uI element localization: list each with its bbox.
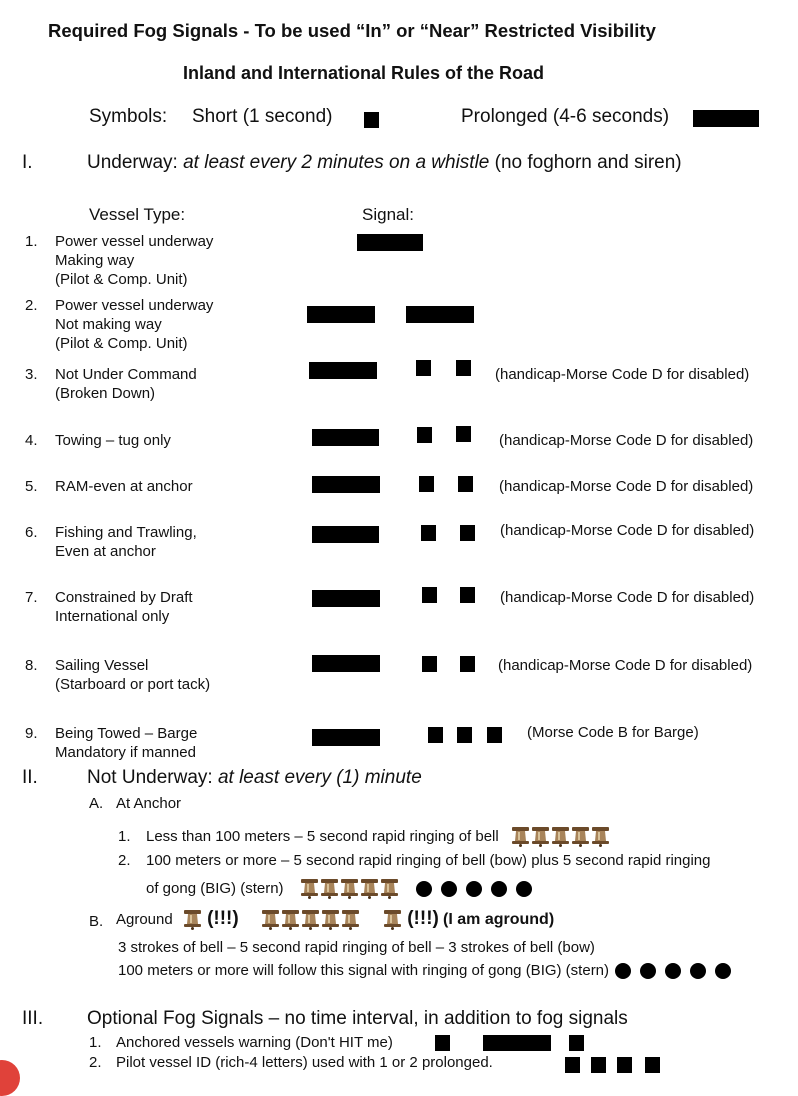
red-circle-icon [0,1060,20,1096]
short-blast [617,1057,632,1073]
anchor-rule-text: 100 meters or more – 5 second rapid ringing of bell (bow) plus 5 second rapid ringing [146,852,711,869]
section-2-title: Not Underway: [87,767,213,788]
section-2-heading [87,767,422,789]
bell-icon [511,827,530,847]
bell-icon [551,827,570,847]
item-number: 9. [25,725,38,742]
bell-icon [341,910,360,930]
short-blast [435,1035,450,1051]
gong-dot-icon [665,963,681,979]
bell-icon [571,827,590,847]
symbol-short-label: Short (1 second) [192,106,333,127]
vessel-type: Sailing Vessel (Starboard or port tack) [55,657,211,693]
gong-dot-icon [466,881,482,897]
prolonged-blast [312,729,380,746]
prolonged-blast [312,429,379,446]
section-2-interval: at least every (1) minute [217,767,422,788]
bell-icon [531,827,550,847]
page-title: Required Fog Signals - To be used “In” or “Near” Restricted Visibility [48,20,656,41]
item-number: 2. [118,852,131,869]
prolonged-blast [312,655,380,672]
item-number: 6. [25,524,38,541]
section-3-title: Optional Fog Signals – no time interval, in addition to fog signals [87,1008,628,1029]
short-blast [422,587,437,603]
aground-meaning: (I am aground) [443,911,555,928]
subsection-b-label: B. [89,913,104,930]
section-1-note: (no foghorn and siren) [494,152,682,173]
short-blast [457,727,472,743]
subsection-b-title: Aground [116,911,173,928]
subsection-a-title: At Anchor [116,795,182,812]
gong-dot-group [615,962,731,979]
gong-dot-icon [441,881,457,897]
gong-dot-group [416,880,541,897]
item-number: 1. [118,828,131,845]
prolonged-blast-symbol [693,110,759,127]
section-1-heading [87,152,682,174]
item-number: 2. [89,1054,102,1071]
bell-icon-group [261,910,361,930]
short-blast [421,525,436,541]
gong-dot-icon [615,963,631,979]
bell-icon [300,879,319,899]
signal-note: (handicap-Morse Code D for disabled) [498,657,753,674]
section-1-interval: at least every 2 minutes on a whistle [183,152,490,173]
section-1-title: Underway: [87,152,178,173]
gong-dot-icon [516,881,532,897]
short-blast [565,1057,580,1073]
signal-note: (handicap-Morse Code D for disabled) [495,366,750,383]
gong-dot-icon [416,881,432,897]
bell-icon [281,910,300,930]
signal-note: (handicap-Morse Code D for disabled) [499,432,754,449]
prolonged-blast [406,306,474,323]
vessel-type: Fishing and Trawling, Even at anchor [55,524,197,560]
col-header-vessel: Vessel Type: [89,205,186,224]
vessel-type: Power vessel underway Making way (Pilot & Comp. Unit) [55,233,214,288]
gong-dot-icon [491,881,507,897]
short-blast [487,727,502,743]
vessel-type: Not Under Command (Broken Down) [55,366,197,402]
bell-icon [183,910,202,930]
item-number: 4. [25,432,38,449]
optional-signal-text: Pilot vessel ID (rich-4 letters) used with 1 or 2 prolonged. [116,1054,493,1071]
bell-icon [261,910,280,930]
short-blast [456,426,471,442]
anchor-rule-text-cont: of gong (BIG) (stern) [146,879,541,899]
vessel-type: Constrained by Draft International only [55,589,193,625]
vessel-type: RAM-even at anchor [55,478,193,495]
short-blast [416,360,431,376]
symbol-prolonged-label: Prolonged (4-6 seconds) [461,106,670,127]
subsection-a-label: A. [89,795,104,812]
vessel-type: Being Towed – Barge Mandatory if manned [55,725,198,761]
gong-dot-icon [715,963,731,979]
short-blast [428,727,443,743]
gong-dot-icon [690,963,706,979]
bell-icon [321,910,340,930]
section-1-numeral: I. [22,152,33,173]
prolonged-blast [309,362,377,379]
signal-note: (handicap-Morse Code D for disabled) [500,589,755,606]
prolonged-blast [312,476,380,493]
item-number: 1. [25,233,38,250]
short-blast [645,1057,660,1073]
col-header-signal: Signal: [362,205,414,224]
item-number: 1. [89,1034,102,1051]
aground-exclaim: (!!!) [207,908,239,929]
short-blast [422,656,437,672]
short-blast-symbol [364,112,379,128]
short-blast [419,476,434,492]
short-blast [456,360,471,376]
aground-exclaim: (!!!) [407,908,439,929]
item-number: 8. [25,657,38,674]
short-blast [460,656,475,672]
prolonged-blast [357,234,423,251]
bell-icon [591,827,610,847]
short-blast [460,525,475,541]
vessel-type: Towing – tug only [55,432,171,449]
signal-note: (handicap-Morse Code D for disabled) [500,522,755,539]
bell-icon-group [511,827,611,847]
item-number: 2. [25,297,38,314]
short-blast [458,476,473,492]
short-blast [569,1035,584,1051]
prolonged-blast [312,590,380,607]
aground-description: 3 strokes of bell – 5 second rapid ringing of bell – 3 strokes of bell (bow) [118,939,595,956]
signal-note: (Morse Code B for Barge) [527,724,699,741]
section-3-numeral: III. [22,1008,44,1029]
bell-icon [340,879,359,899]
short-blast [460,587,475,603]
bell-icon [383,910,402,930]
item-number: 7. [25,589,38,606]
bell-icon [360,879,379,899]
anchor-rule-text: Less than 100 meters – 5 second rapid ringing of bell [146,827,611,847]
prolonged-blast [312,526,379,543]
short-blast [417,427,432,443]
optional-signal-text: Anchored vessels warning (Don't HIT me) [116,1034,393,1051]
prolonged-blast [307,306,375,323]
short-blast [591,1057,606,1073]
prolonged-blast [483,1035,551,1051]
vessel-type: Power vessel underway Not making way (Pilot & Comp. Unit) [55,297,214,352]
item-number: 5. [25,478,38,495]
section-2-numeral: II. [22,767,38,788]
symbols-label: Symbols: [89,106,168,127]
bell-icon-group [300,879,400,899]
page-subtitle: Inland and International Rules of the Road [183,63,545,83]
signal-note: (handicap-Morse Code D for disabled) [499,478,754,495]
bell-icon [380,879,399,899]
aground-signal-line [116,908,554,930]
aground-description-2: 100 meters or more will follow this signal with ringing of gong (BIG) (stern) [118,961,731,980]
bell-icon [320,879,339,899]
bell-icon [301,910,320,930]
gong-dot-icon [640,963,656,979]
item-number: 3. [25,366,38,383]
